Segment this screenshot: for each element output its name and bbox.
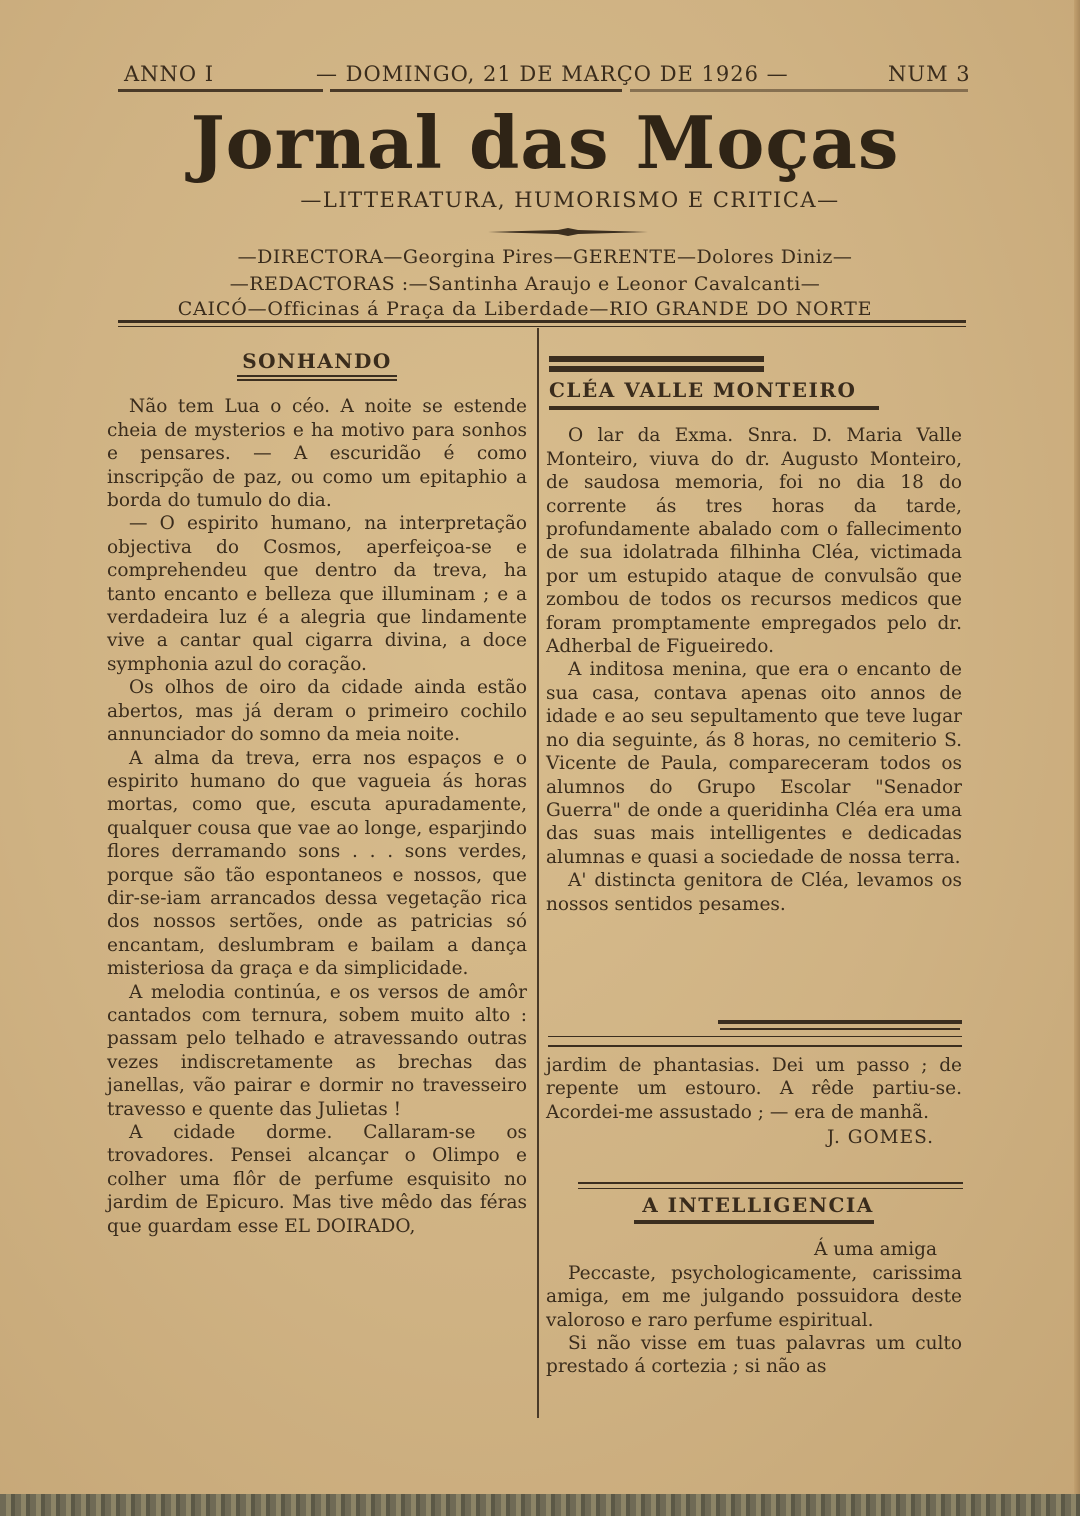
section-rule-6 bbox=[578, 1188, 963, 1189]
right-column-top bbox=[546, 379, 962, 916]
paragraph: A alma da treva, erra nos espaços e o espirito humano do que vagueia ás horas mortas, como que, escuta apuradamente, qualquer cousa que vae ao longe, esparjindo flores derramando sons . . . sons verdes, porque são tão espontaneos e nossos, que dir-se-iam arrancados dessa vegetação rica dos nossos sertões, onde as patricias só encantam, deslumbram e bailam a dança misteriosa da graça e da simplicidade. bbox=[107, 747, 527, 980]
section-rule-2 bbox=[720, 1028, 960, 1030]
title-underline-2 bbox=[237, 379, 397, 381]
paragraph: Si não visse em tuas palavras um culto prestado á cortezia ; si não as bbox=[546, 1333, 962, 1378]
title-underline bbox=[237, 375, 397, 377]
staff-directors: —DIRECTORA—Georgina Pires—GERENTE—Dolores Diniz— bbox=[237, 246, 853, 268]
paragraph: A' distincta genitora de Cléa, levamos os nossos sentidos pesames. bbox=[546, 870, 962, 915]
article-title-intelligencia: A INTELLIGENCIA bbox=[642, 1193, 874, 1217]
section-rule bbox=[718, 1020, 962, 1024]
year-label: ANNO I bbox=[124, 62, 215, 86]
paragraph: — O espirito humano, na interpretação objectiva do Cosmos, aperfeiçoa-se e comprehendeu que dentro da treva, ha tanto encanto e belleza que illuminam ; e a verdadeira luz é a alegria que lindamente vive a cantar qual cigarra divina, a doce symphonia azul do coração. bbox=[107, 513, 527, 675]
paragraph: A melodia continúa, e os versos de amôr cantados com ternura, sobem muito alto : passam pelo telhado e atravessando outras vezes indiscretamente as brechas das janellas, vão pairar e dormir no travesseiro travesso e quente das Julietas ! bbox=[107, 981, 527, 1120]
section-rule-4 bbox=[548, 1045, 962, 1047]
article-title-sonhando: SONHANDO bbox=[242, 349, 392, 373]
header-rule-left bbox=[118, 89, 323, 92]
paragraph: Não tem Lua o céo. A noite se estende cheia de mysterios e ha motivo para sonhos e pensares. — A escuridão é como inscripção de paz, ou como um epitaphio a borda do tumulo do dia. bbox=[107, 396, 527, 512]
header-line bbox=[118, 62, 971, 92]
title-bar-top-2 bbox=[549, 366, 764, 372]
title-bar-top bbox=[549, 356, 764, 362]
header-rule-right bbox=[630, 89, 968, 92]
paragraph: A cidade dorme. Callaram-se os trovadores. Pensei alcançar o Olimpo e colher uma flôr de perfume esquisito no jardim de Epicuro. Mas tive mêdo das féras que guardam esse EL DOIRADO, bbox=[107, 1122, 527, 1237]
section-rule-5 bbox=[578, 1182, 963, 1184]
page-edge bbox=[1074, 0, 1080, 1494]
ornament-divider bbox=[488, 228, 648, 236]
paragraph: Peccaste, psychologicamente, carissima amiga, em me julgando possuidora deste valoroso e raro perfume espiritual. bbox=[546, 1262, 962, 1331]
issue-date: — DOMINGO, 21 DE MARÇO DE 1926 — bbox=[316, 62, 789, 86]
header-rule-center bbox=[330, 89, 622, 92]
continuation-block bbox=[546, 1054, 962, 1150]
masthead-subtitle: —LITTERATURA, HUMORISMO E CRITICA— bbox=[300, 188, 840, 212]
staff-editors: —REDACTORAS :—Santinha Araujo e Leonor Cavalcanti— bbox=[229, 273, 821, 295]
title-underline bbox=[634, 1220, 874, 1224]
article-title-clea: CLÉA VALLE MONTEIRO bbox=[549, 378, 857, 402]
left-column bbox=[107, 350, 527, 1238]
issue-number: NUM 3 bbox=[888, 62, 971, 86]
staff-address: CAICÓ—Officinas á Praça da Liberdade—RIO GRANDE DO NORTE bbox=[177, 298, 873, 320]
column-divider bbox=[537, 328, 539, 1418]
section-rule-3 bbox=[548, 1036, 962, 1037]
title-underline bbox=[549, 406, 879, 410]
right-column-bottom bbox=[546, 1194, 962, 1379]
masthead-title: Jornal das Moças bbox=[190, 100, 900, 185]
continuation-text: jardim de phantasias. Dei um passo ; de repente um estouro. A rêde partiu-se. Acordei-me assustado ; — era de manhã. bbox=[546, 1055, 962, 1123]
dedication: Á uma amiga bbox=[814, 1239, 937, 1261]
masthead-rule-2 bbox=[118, 326, 966, 327]
paragraph: A inditosa menina, que era o encanto de sua casa, contava apenas oito annos de idade e ao seu sepultamento que teve lugar no dia seguinte, ás 8 horas, no cemiterio S. Vicente de Paula, compareceram todos os alumnos do Grupo Escolar "Senador Guerra" de onde a queridinha Cléa era uma das suas mais intelligentes e dedicadas alumnas e quasi a sociedade de nossa terra. bbox=[546, 659, 962, 868]
bottom-binding-strip bbox=[0, 1494, 1080, 1516]
masthead-rule-1 bbox=[118, 320, 966, 323]
paragraph: Os olhos de oiro da cidade ainda estão abertos, mas já deram o primeiro cochilo annunciador do somno da meia noite. bbox=[107, 677, 527, 746]
author-signature: J. GOMES. bbox=[826, 1127, 934, 1149]
paragraph: O lar da Exma. Snra. D. Maria Valle Monteiro, viuva do dr. Augusto Monteiro, de saudosa memoria, foi no dia 18 do corrente ás tres horas da tarde, profundamente abalado com o fallecimento de sua idolatrada filhinha Cléa, victimada por um estupido ataque de convulsão que zombou de todos os recursos medicos que foram promptamente empregados pelo dr. Adherbal de Figueiredo. bbox=[546, 425, 962, 658]
